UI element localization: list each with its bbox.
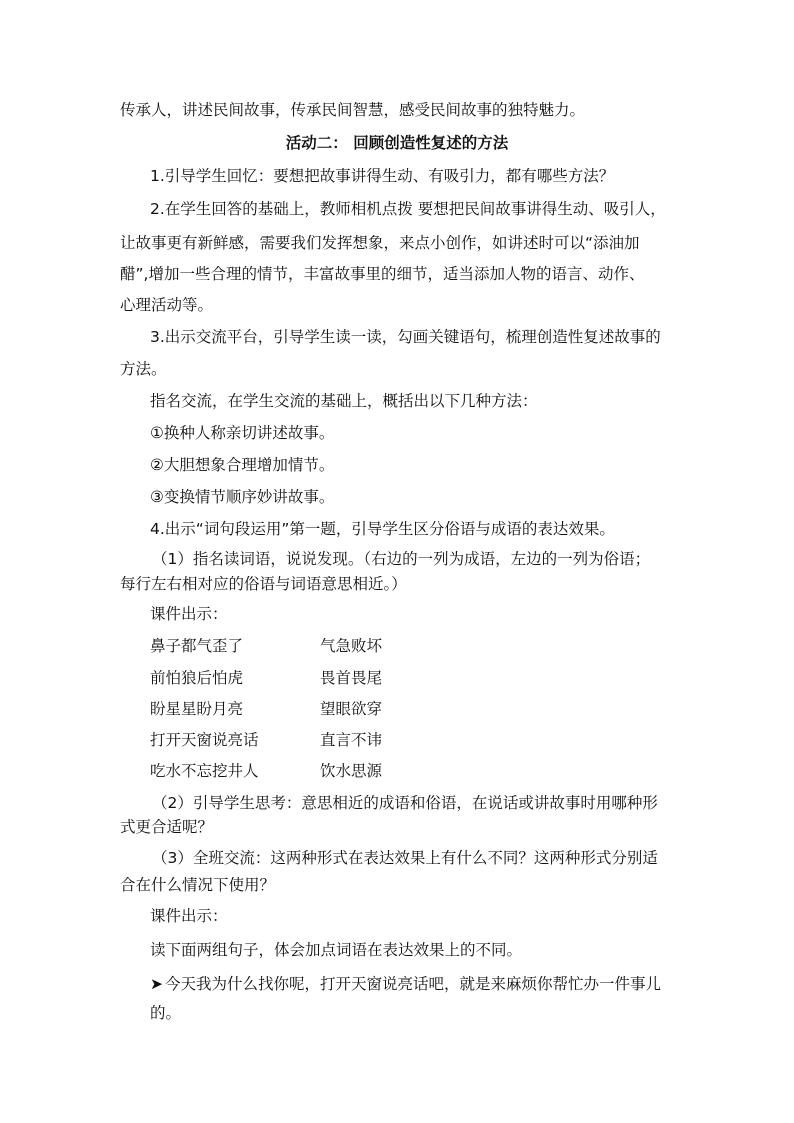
paragraph-line: 的。 [150, 1004, 182, 1022]
paragraph-line: 传承人，讲述民间故事，传承民间智慧，感受民间故事的独特魅力。 [120, 101, 586, 119]
list-item: ③变换情节顺序妙讲故事。 [150, 488, 335, 506]
paragraph-line: 方法。 [120, 360, 167, 378]
idiom-cell: 望眼欲穿 [320, 700, 383, 718]
section-heading: 活动二： 回顾创造性复述的方法 [285, 134, 509, 152]
paragraph-line: 课件出示： [150, 605, 228, 623]
proverb-cell: 打开天窗说亮话 [150, 731, 259, 749]
idiom-cell: 饮水思源 [320, 762, 383, 780]
list-item: ②大胆想象合理增加情节。 [150, 456, 335, 474]
proverb-cell: 盼星星盼月亮 [150, 700, 244, 718]
idiom-cell: 直言不讳 [320, 731, 383, 749]
paragraph-line: 合在什么情况下使用？ [120, 876, 276, 894]
paragraph-line: 2.在学生回答的基础上，教师相机点拨 要想把民间故事讲得生动、吸引人， [150, 200, 666, 218]
proverb-cell: 前怕狼后怕虎 [150, 669, 244, 687]
paragraph-line: 式更合适呢？ [120, 818, 214, 836]
arrow-bullet-icon: ➤ [150, 975, 163, 993]
paragraph-line: 3.出示交流平台，引导学生读一读，勾画关键语句，梳理创造性复述故事的 [150, 328, 661, 346]
bullet-text: 今天我为什么找你呢，打开天窗说亮话吧，就是来麻烦你帮忙办一件事儿 [165, 975, 662, 993]
list-item: ①换种人称亲切讲述故事。 [150, 424, 335, 442]
paragraph-line: 4.出示“词句段运用”第一题，引导学生区分俗语与成语的表达效果。 [150, 520, 615, 538]
paragraph-line: （2）引导学生思考：意思相近的成语和俗语，在说话或讲故事时用哪种形 [152, 794, 658, 812]
paragraph-line: 课件出示： [150, 907, 228, 925]
bullet-item [150, 974, 710, 994]
paragraph-line: 心理活动等。 [120, 296, 214, 314]
paragraph-line: （3）全班交流：这两种形式在表达效果上有什么不同？这两种形式分别适 [152, 849, 658, 867]
idiom-cell: 气急败坏 [320, 637, 383, 655]
idiom-cell: 畏首畏尾 [320, 669, 383, 687]
paragraph-line: 每行左右相对应的俗语与词语意思相近。） [120, 575, 407, 593]
paragraph-line: 1.引导学生回忆：要想把故事讲得生动、有吸引力，都有哪些方法？ [150, 167, 615, 185]
paragraph-line: 让故事更有新鲜感，需要我们发挥想象，来点小创作，如讲述时可以“添油加 [120, 234, 640, 252]
paragraph-line: 醋”,增加一些合理的情节，丰富故事里的细节，适当添加人物的语言、动作、 [120, 265, 645, 283]
paragraph-line: 读下面两组句子，体会加点词语在表达效果上的不同。 [150, 941, 523, 959]
proverb-cell: 鼻子都气歪了 [150, 637, 244, 655]
paragraph-line: （1）指名读词语，说说发现。（右边的一列为成语，左边的一列为俗语； [152, 550, 651, 568]
paragraph-line: 指名交流，在学生交流的基础上，概括出以下几种方法： [150, 392, 538, 410]
proverb-cell: 吃水不忘挖井人 [150, 762, 259, 780]
